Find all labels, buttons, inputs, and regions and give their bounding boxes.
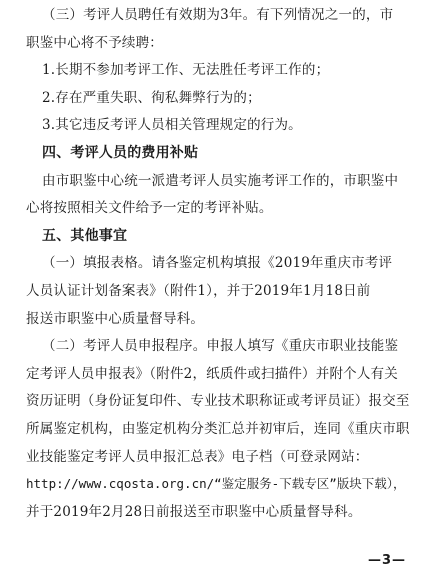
section-heading: 四、考评人员的费用补贴 [42, 145, 199, 161]
text-line: 所属鉴定机构，由鉴定机构分类汇总并初审后，连同《重庆市职 [26, 421, 410, 437]
text-line: 业技能鉴定考评人员申报汇总表》电子档（可登录网站： [26, 448, 369, 465]
text-line: 并于2019年2月28日前报送至市职鉴中心质量督导科。 [26, 503, 362, 520]
text-line: （一）填报表格。请各鉴定机构填报《2019年重庆市考评 [42, 255, 393, 272]
text-line: 2.存在严重失职、徇私舞弊行为的； [42, 89, 261, 106]
text-line: 3.其它违反考评人员相关管理规定的行为。 [42, 117, 302, 134]
text-line: 资历证明（身份证复印件、专业技术职称证或考评员证）报交至 [26, 393, 410, 410]
text-line: 由市职鉴中心统一派遣考评人员实施考评工作的，市职鉴中 [42, 172, 399, 189]
text-line: 报送市职鉴中心质量督导科。 [26, 310, 205, 327]
text-line: 职鉴中心将不予续聘： [26, 34, 163, 51]
text-line: 心将按照相关文件给予一定的考评补贴。 [26, 200, 273, 217]
url-line: http://www.cqosta.org.cn/“鉴定服务-下载专区”版块下载）， [26, 476, 406, 492]
text-line: 人员认证计划备案表》（附件1），并于2019年1月18日前 [26, 283, 371, 299]
text-line: 定考评人员申报表》（附件2，纸质件或扫描件）并附个人有关 [26, 365, 398, 382]
page-number: —3— [367, 553, 406, 568]
text-line: （二）考评人员申报程序。申报人填写《重庆市职业技能鉴 [42, 338, 399, 355]
text-line: 1.长期不参加考评工作、无法胜任考评工作的； [42, 62, 330, 79]
section-heading: 五、其他事宜 [42, 227, 128, 244]
text-line: （三）考评人员聘任有效期为3年。有下列情况之一的，市 [42, 7, 394, 23]
